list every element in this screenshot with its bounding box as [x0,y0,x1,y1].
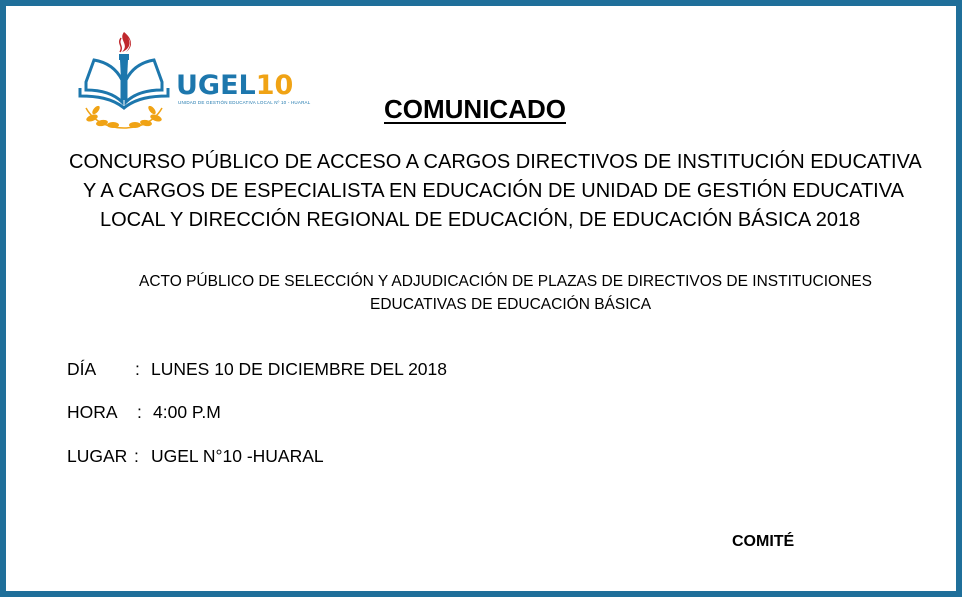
detail-separator: : [135,359,140,379]
detail-row-day [67,359,447,380]
signature-committee: COMITÉ [732,533,795,550]
title-text: COMUNICADO [384,94,566,124]
detail-label: LUGAR [67,446,128,466]
logo-word-number: 10 [255,70,294,101]
logo-word-main: UGEL [176,70,256,101]
detail-label: DÍA [67,359,97,379]
detail-row-place [67,446,324,467]
act-line-1: ACTO PÚBLICO DE SELECCIÓN Y ADJUDICACIÓN DE PLAZAS DE DIRECTIVOS DE INSTITUCIONES [139,273,872,290]
detail-separator: : [137,402,142,422]
heading-line-1: CONCURSO PÚBLICO DE ACCESO A CARGOS DIRECTIVOS DE INSTITUCIÓN EDUCATIVA [69,151,922,173]
act-line-2: EDUCATIVAS DE EDUCACIÓN BÁSICA [370,296,652,313]
heading-line-2: Y A CARGOS DE ESPECIALISTA EN EDUCACIÓN DE UNIDAD DE GESTIÓN EDUCATIVA [83,180,904,202]
page-title [0,94,950,125]
detail-value: LUNES 10 DE DICIEMBRE DEL 2018 [151,359,447,379]
logo-subtitle: UNIDAD DE GESTIÓN EDUCATIVA LOCAL Nº 10 - HUARAL [178,100,311,105]
heading-line-3: LOCAL Y DIRECCIÓN REGIONAL DE EDUCACIÓN, DE EDUCACIÓN BÁSICA 2018 [100,209,861,231]
detail-value: 4:00 P.M [153,402,221,422]
detail-label: HORA [67,402,118,422]
detail-value: UGEL N°10 -HUARAL [151,446,324,466]
detail-separator: : [134,446,139,466]
detail-row-time [67,402,221,423]
